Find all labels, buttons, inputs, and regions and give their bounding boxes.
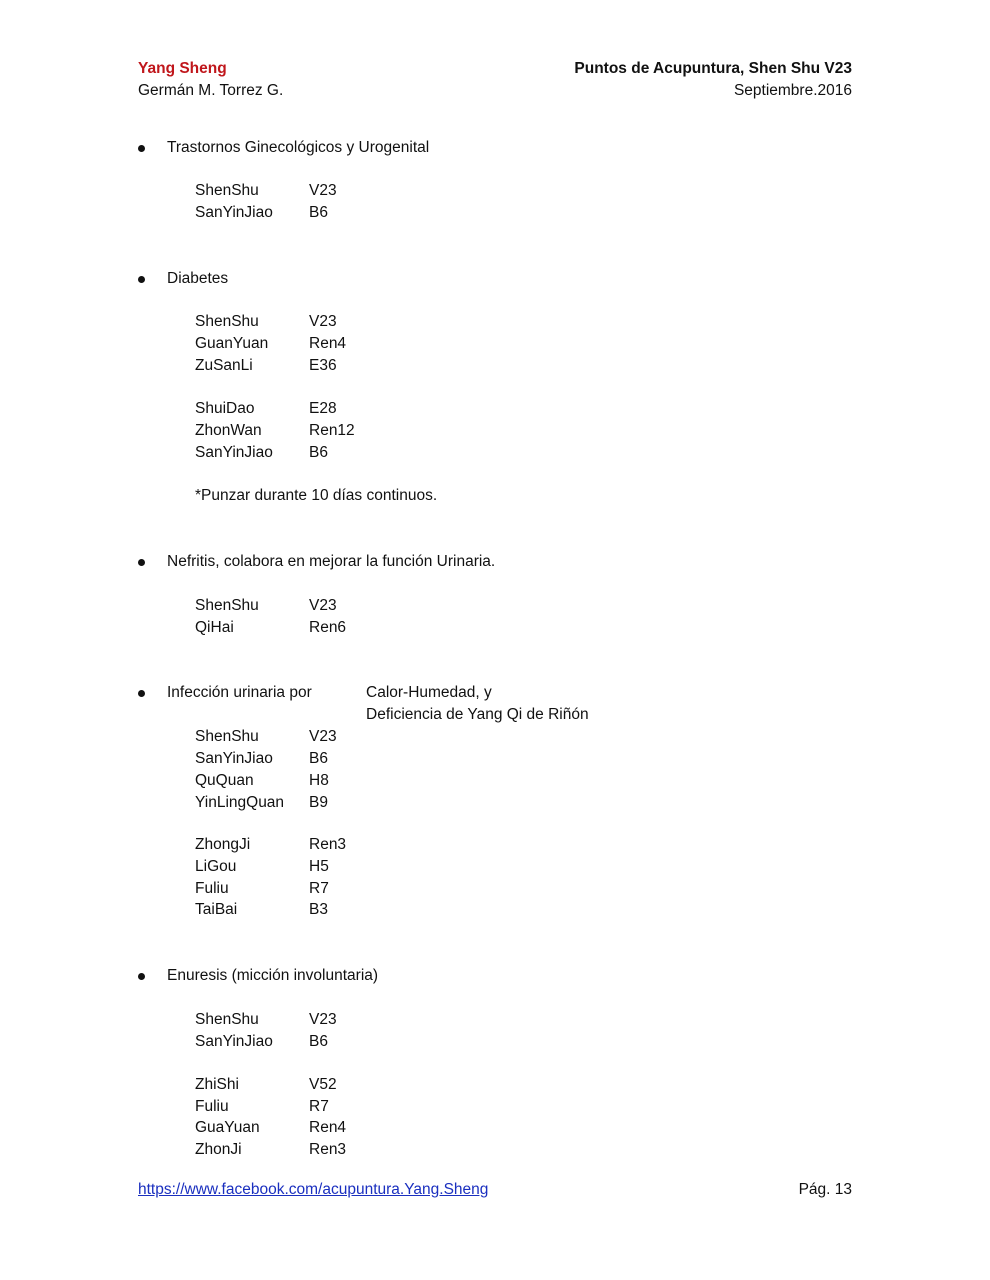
point-name: Fuliu [195,880,229,897]
cause-text: Calor-Humedad, y [366,684,492,701]
section-heading: Enuresis (micción involuntaria) [167,967,379,984]
point-code: Ren4 [309,335,347,352]
point-name: TaiBai [195,901,238,918]
point-code: V23 [309,728,337,745]
bullet-icon [138,690,145,697]
point-name: ZhonJi [195,1141,242,1158]
point-name: ShenShu [195,728,259,745]
point-code: Ren6 [309,619,347,636]
author-name: Germán M. Torrez G. [138,82,284,99]
section-heading: Nefritis, colabora en mejorar la función Urinaria. [167,553,496,570]
section-heading: Diabetes [167,270,229,287]
treatment-note: *Punzar durante 10 días continuos. [195,487,438,504]
point-code: E36 [309,357,337,374]
point-name: ShenShu [195,182,259,199]
cause-text: Deficiencia de Yang Qi de Riñón [366,706,589,723]
point-code: B3 [309,901,328,918]
point-name: ShenShu [195,1011,259,1028]
point-code: V23 [309,313,337,330]
point-code: V23 [309,597,337,614]
bullet-icon [138,276,145,283]
point-name: ShenShu [195,597,259,614]
point-name: SanYinJiao [195,444,273,461]
point-code: H8 [309,772,329,789]
point-name: LiGou [195,858,237,875]
point-name: GuaYuan [195,1119,260,1136]
point-code: Ren4 [309,1119,347,1136]
page-number: Pág. 13 [798,1181,852,1198]
point-name: YinLingQuan [195,794,285,811]
section-heading: Trastornos Ginecológicos y Urogenital [167,139,430,156]
point-name: ShenShu [195,313,259,330]
facebook-link[interactable]: https://www.facebook.com/acupuntura.Yang.Sheng [138,1181,489,1198]
document-title: Puntos de Acupuntura, Shen Shu V23 [574,60,852,77]
point-code: Ren12 [309,422,355,439]
point-code: R7 [309,1098,329,1115]
bullet-icon [138,973,145,980]
point-name: ShuiDao [195,400,255,417]
point-code: H5 [309,858,329,875]
point-code: V52 [309,1076,337,1093]
point-name: GuanYuan [195,335,269,352]
point-code: B9 [309,794,328,811]
point-name: ZhongJi [195,836,251,853]
brand-name: Yang Sheng [138,60,227,77]
point-name: ZhonWan [195,422,262,439]
point-code: E28 [309,400,337,417]
point-code: V23 [309,1011,337,1028]
point-code: Ren3 [309,836,347,853]
point-code: B6 [309,1033,328,1050]
point-name: SanYinJiao [195,1033,273,1050]
point-code: B6 [309,204,328,221]
point-name: SanYinJiao [195,750,273,767]
point-name: ZuSanLi [195,357,253,374]
point-name: ZhiShi [195,1076,239,1093]
point-name: QuQuan [195,772,254,789]
point-name: QiHai [195,619,234,636]
point-code: V23 [309,182,337,199]
point-code: B6 [309,750,328,767]
document-date: Septiembre.2016 [733,82,852,99]
section-heading: Infección urinaria por [167,684,312,701]
point-code: B6 [309,444,328,461]
point-name: SanYinJiao [195,204,273,221]
point-code: R7 [309,880,329,897]
bullet-icon [138,559,145,566]
bullet-icon [138,145,145,152]
point-code: Ren3 [309,1141,347,1158]
point-name: Fuliu [195,1098,229,1115]
page-header [138,58,852,102]
